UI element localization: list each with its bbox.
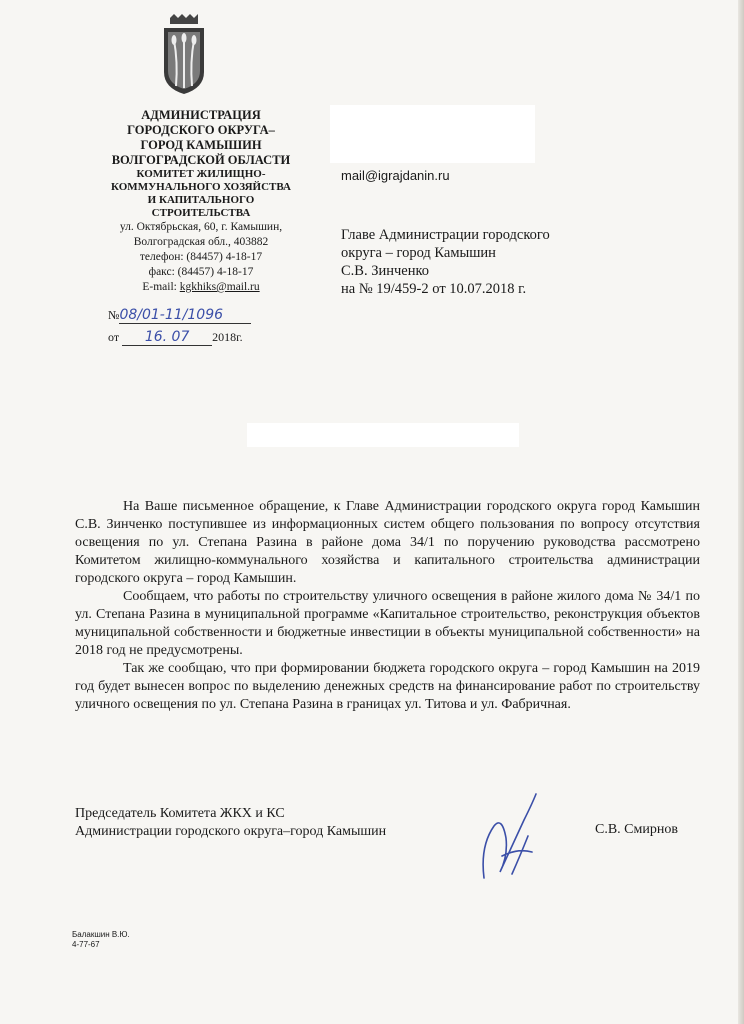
body-paragraph: На Ваше письменное обращение, к Главе Администрации городского округа город Камышин С.В. Зинченко поступившее из информационных систем общего пользования по вопросу отсутствия освещения по ул. Степана Разина в районе дома 34/1 по поручению руководства рассмотрено Комитетом жилищно-коммунального хозяйства и капитального строительства администрации городского округа – город Камышин.	[75, 499, 700, 586]
letter-body	[75, 498, 700, 714]
committee-line: И КАПИТАЛЬНОГО	[147, 194, 255, 206]
outgoing-reference	[108, 307, 288, 351]
outgoing-number: 08/01-11/1096	[119, 307, 251, 324]
committee-line: СТРОИТЕЛЬСТВА	[151, 207, 251, 219]
coat-of-arms-icon	[160, 14, 208, 96]
signatory-title-line: Председатель Комитета ЖКХ и КС	[75, 806, 285, 821]
date-suffix: 2018г.	[212, 330, 243, 344]
org-line: ГОРОДСКОГО ОКРУГА–	[127, 123, 275, 137]
recipient-block	[341, 226, 550, 298]
executor-info	[72, 930, 130, 950]
recipient-email: mail@igrajdanin.ru	[341, 168, 450, 183]
signatory-title	[75, 805, 386, 841]
recipient-line: округа – город Камышин	[341, 245, 496, 261]
org-line: АДМИНИСТРАЦИЯ	[141, 108, 261, 122]
recipient-line: Главе Администрации городского	[341, 227, 550, 243]
letterhead	[70, 108, 332, 295]
executor-phone: 4-77-67	[72, 940, 100, 949]
org-line: ВОЛГОГРАДСКОЙ ОБЛАСТИ	[111, 153, 291, 167]
email-link[interactable]: kgkhiks@mail.ru	[179, 281, 260, 293]
redacted-area	[330, 105, 535, 163]
signatory-title-line: Администрации городского округа–город Камышин	[75, 824, 387, 839]
address-line: ул. Октябрьская, 60, г. Камышин,	[119, 221, 283, 233]
paper-edge-shadow	[738, 0, 744, 1024]
reference-line: на № 19/459-2 от 10.07.2018 г.	[341, 281, 527, 297]
outgoing-number-row	[108, 307, 288, 329]
executor-name: Балакшин В.Ю.	[72, 930, 130, 939]
org-line: ГОРОД КАМЫШИН	[140, 138, 262, 152]
email-label: E-mail:	[142, 281, 180, 293]
recipient-line: С.В. Зинченко	[341, 263, 430, 279]
number-prefix: №	[108, 308, 120, 322]
outgoing-date: 16. 07	[122, 329, 212, 346]
phone-line: телефон: (84457) 4-18-17	[139, 251, 263, 263]
signatory-name: С.В. Смирнов	[595, 822, 678, 837]
committee-line: КОМИТЕТ ЖИЛИЩНО-	[136, 168, 266, 180]
address-line: Волгоградская обл., 403882	[133, 236, 269, 248]
handwritten-signature	[472, 786, 552, 886]
outgoing-date-row	[108, 329, 288, 351]
letterhead-email	[70, 280, 332, 295]
committee-line: КОММУНАЛЬНОГО ХОЗЯЙСТВА	[111, 181, 291, 193]
redacted-area	[247, 423, 519, 447]
date-prefix: от	[108, 330, 120, 344]
fax-line: факс: (84457) 4-18-17	[148, 266, 254, 278]
body-paragraph: Сообщаем, что работы по строительству уличного освещения в районе жилого дома № 34/1 по ул. Степана Разина в муниципальной программе «Капитальное строительство, реконструкция объектов муниципальной собственности и бюджетные инвестиции в объекты муниципальной собственности» на 2018 год не предусмотрены.	[75, 589, 700, 658]
body-paragraph: Так же сообщаю, что при формировании бюджета городского округа – город Камышин на 2019 год будет вынесен вопрос по выделению денежных средств на финансирование работ по строительству уличного освещения по ул. Степана Разина в границах ул. Титова и ул. Фабричная.	[75, 661, 700, 712]
